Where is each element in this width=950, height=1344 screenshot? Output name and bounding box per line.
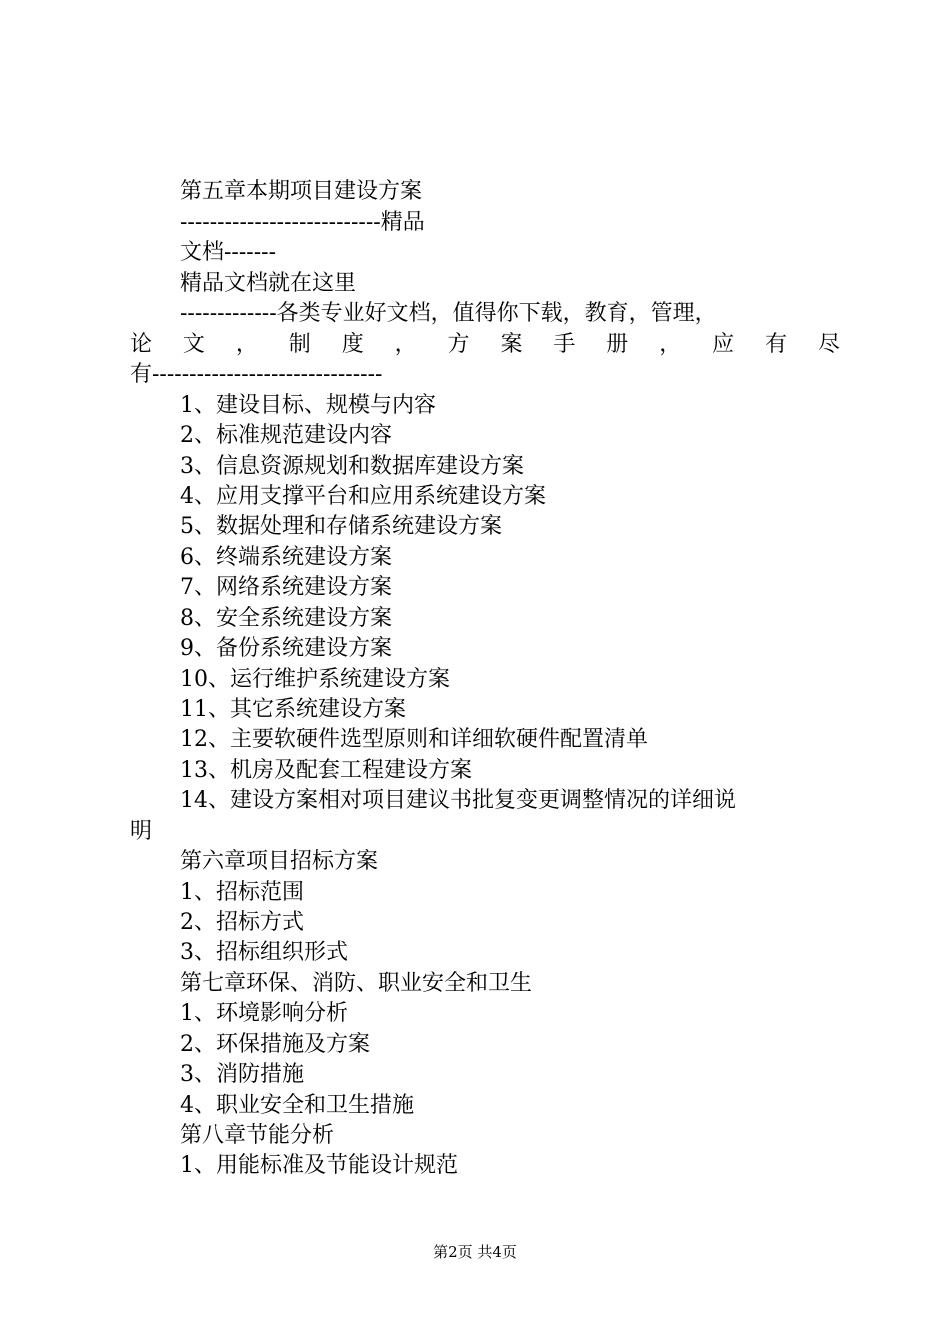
list-item: 1、建设目标、规模与内容 <box>180 393 436 418</box>
banner-char: ， <box>394 332 417 357</box>
banner-char: ， <box>235 332 258 357</box>
list-item: 6、终端系统建设方案 <box>180 545 392 570</box>
list-item: 14、建设方案相对项目建议书批复变更调整情况的详细说 <box>180 788 736 813</box>
list-item: 1、用能标准及节能设计规范 <box>180 1153 458 1178</box>
list-item: 4、职业安全和卫生措施 <box>180 1093 414 1118</box>
list-item: 3、信息资源规划和数据库建设方案 <box>180 454 524 479</box>
banner-char: 手 <box>553 332 576 357</box>
banner-char: 应 <box>712 332 735 357</box>
banner-char: 文 <box>182 332 205 357</box>
list-item: 5、数据处理和存储系统建设方案 <box>180 514 502 539</box>
banner-char: 方 <box>447 332 470 357</box>
list-item: 2、环保措施及方案 <box>180 1032 370 1057</box>
list-item: 1、环境影响分析 <box>180 1001 348 1026</box>
list-item: 2、标准规范建设内容 <box>180 423 392 448</box>
banner-char: ， <box>659 332 682 357</box>
list-item: 13、机房及配套工程建设方案 <box>180 758 472 783</box>
banner-char: 有 <box>765 332 788 357</box>
banner-char: 案 <box>500 332 523 357</box>
list-item-continuation: 明 <box>130 819 153 844</box>
page-footer: 第2页 共4页 <box>433 1243 517 1261</box>
banner-char: 册 <box>606 332 629 357</box>
watermark-banner-line: -------------各类专业好文档，值得你下载，教育，管理， <box>180 301 717 326</box>
chapter-8-heading: 第八章节能分析 <box>180 1123 335 1148</box>
chapter-7-heading: 第七章环保、消防、职业安全和卫生 <box>180 971 533 996</box>
list-item: 12、主要软硬件选型原则和详细软硬件配置清单 <box>180 727 648 752</box>
list-item: 11、其它系统建设方案 <box>180 697 406 722</box>
banner-char: 尽 <box>817 332 840 357</box>
banner-char: 论 <box>130 332 153 357</box>
list-item: 7、网络系统建设方案 <box>180 575 392 600</box>
watermark-banner-line: ---------------------------精品 <box>180 210 425 235</box>
watermark-banner-line: 有------------------------------- <box>130 362 383 387</box>
chapter-5-heading: 第五章本期项目建设方案 <box>180 179 423 204</box>
list-item: 2、招标方式 <box>180 910 304 935</box>
list-item: 4、应用支撑平台和应用系统建设方案 <box>180 484 546 509</box>
list-item: 3、招标组织形式 <box>180 940 348 965</box>
banner-char: 度 <box>341 332 364 357</box>
watermark-banner-line: 文档------- <box>180 240 277 265</box>
chapter-6-heading: 第六章项目招标方案 <box>180 849 379 874</box>
list-item: 9、备份系统建设方案 <box>180 636 392 661</box>
banner-char: 制 <box>288 332 311 357</box>
list-item: 10、运行维护系统建设方案 <box>180 667 450 692</box>
watermark-banner-spread-line <box>130 330 840 360</box>
watermark-banner-line: 精品文档就在这里 <box>180 271 357 296</box>
list-item: 3、消防措施 <box>180 1062 304 1087</box>
list-item: 8、安全系统建设方案 <box>180 606 392 631</box>
list-item: 1、招标范围 <box>180 880 304 905</box>
